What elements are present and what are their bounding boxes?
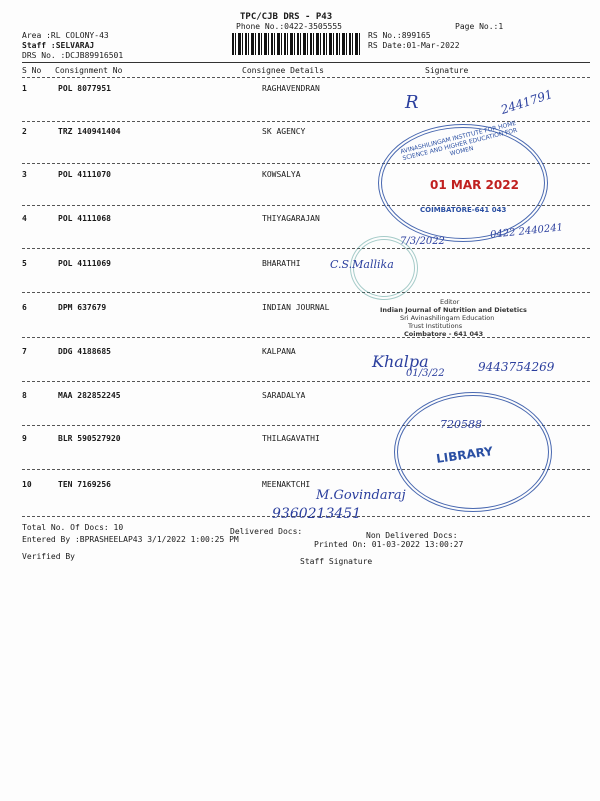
- row-consignee: INDIAN JOURNAL: [262, 303, 330, 312]
- staff-label: Staff :SELVARAJ: [22, 41, 95, 50]
- college-stamp-text: AVINASHILINGAM INSTITUTE FOR HOME SCIENCE AND HIGHER EDUCATION FOR WOMEN: [399, 119, 519, 163]
- verified-by: Verified By: [22, 552, 75, 561]
- row-consignee: KOWSALYA: [262, 170, 301, 179]
- row-consignee: SARADALYA: [262, 391, 306, 400]
- row-sno: 10: [22, 480, 32, 489]
- barcode-image: [232, 33, 360, 55]
- phone-number: Phone No.:0422-3505555: [236, 22, 342, 31]
- non-delivered-docs: Non Delivered Docs:: [366, 531, 458, 540]
- column-header-signature: Signature: [425, 66, 469, 75]
- row-sno: 2: [22, 127, 27, 136]
- library-stamp-text: LIBRARY: [435, 444, 494, 466]
- handwritten-phone-7: 9443754269: [478, 360, 555, 374]
- column-header-consignment: Consignment No: [55, 66, 123, 75]
- rs-number: RS No.:899165: [368, 31, 431, 40]
- area-label: Area :RL COLONY-43: [22, 31, 109, 40]
- row-divider: [22, 292, 590, 293]
- journal-stamp-line-5: Coimbatore - 641 043: [404, 330, 484, 338]
- journal-stamp-line-4: Trust Institutions: [408, 322, 463, 330]
- row-consignment-no: TRZ 140941404: [58, 127, 121, 136]
- row-sno: 7: [22, 347, 27, 356]
- signature-5: C.S.Mallika: [330, 258, 394, 271]
- row-consignee: THILAGAVATHI: [262, 434, 320, 443]
- column-header-sno: S No: [22, 66, 42, 75]
- row-sno: 9: [22, 434, 27, 443]
- total-docs: Total No. Of Docs: 10: [22, 523, 124, 532]
- row-sno: 5: [22, 259, 27, 268]
- row-sno: 1: [22, 84, 27, 93]
- journal-stamp-line-1: Editor: [440, 298, 460, 306]
- delivered-docs: Delivered Docs:: [230, 527, 303, 536]
- signature-10: M.Govindaraj: [316, 488, 406, 503]
- row-divider: [22, 381, 590, 382]
- row-consignment-no: DPM 637679: [58, 303, 107, 312]
- journal-stamp: [380, 298, 527, 338]
- row-consignee: BHARATHI: [262, 259, 301, 268]
- page-number: Page No.:1: [455, 22, 504, 31]
- column-header-rule: [22, 77, 590, 78]
- handwritten-date-7: 01/3/22: [406, 368, 445, 379]
- handwritten-phone-10: 9360213451: [272, 506, 362, 522]
- printed-on: Printed On: 01-03-2022 13:00:27: [314, 540, 464, 549]
- row-consignment-no: POL 4111068: [58, 214, 111, 223]
- journal-stamp-line-2: Indian Journal of Nutrition and Dietetics: [380, 306, 527, 314]
- row-divider: [22, 248, 590, 249]
- signature-7: Khalpa: [372, 352, 429, 371]
- row-consignment-no: BLR 590527920: [58, 434, 121, 443]
- drs-number: DRS No. :DCJB89916501: [22, 51, 124, 60]
- row-consignee: KALPANA: [262, 347, 296, 356]
- row-consignment-no: MAA 282852245: [58, 391, 121, 400]
- row-consignee: RAGHAVENDRAN: [262, 84, 320, 93]
- column-header-consignee: Consignee Details: [242, 66, 324, 75]
- staff-signature-label: Staff Signature: [300, 557, 373, 566]
- handwritten-phone-8: 720588: [440, 418, 482, 431]
- date-stamp: 01 MAR 2022: [430, 178, 519, 192]
- signature-1: R: [405, 92, 419, 113]
- row-consignment-no: DDG 4188685: [58, 347, 111, 356]
- row-consignment-no: POL 4111070: [58, 170, 111, 179]
- document-title: TPC/CJB DRS - P43: [240, 12, 333, 22]
- row-sno: 8: [22, 391, 27, 400]
- row-sno: 6: [22, 303, 27, 312]
- row-consignee: THIYAGARAJAN: [262, 214, 320, 223]
- college-stamp-city: COIMBATORE-641 043: [420, 206, 507, 214]
- row-sno: 4: [22, 214, 27, 223]
- row-consignee: MEENAKTCHI: [262, 480, 311, 489]
- entered-by: Entered By :BPRASHEELAP43 3/1/2022 1:00:25 PM: [22, 535, 239, 544]
- handwritten-date-4: 7/3/2022: [400, 236, 445, 247]
- row-consignment-no: POL 8077951: [58, 84, 111, 93]
- handwritten-phone-1: 2441791: [499, 87, 555, 117]
- row-consignment-no: TEN 7169256: [58, 480, 111, 489]
- rs-date: RS Date:01-Mar-2022: [368, 41, 460, 50]
- row-consignee: SK AGENCY: [262, 127, 306, 136]
- handwritten-phone-4: 0422 2440241: [489, 222, 564, 241]
- row-sno: 3: [22, 170, 27, 179]
- journal-stamp-line-3: Sri Avinashilingam Education: [400, 314, 495, 322]
- row-consignment-no: POL 4111069: [58, 259, 111, 268]
- header-rule: [22, 62, 590, 63]
